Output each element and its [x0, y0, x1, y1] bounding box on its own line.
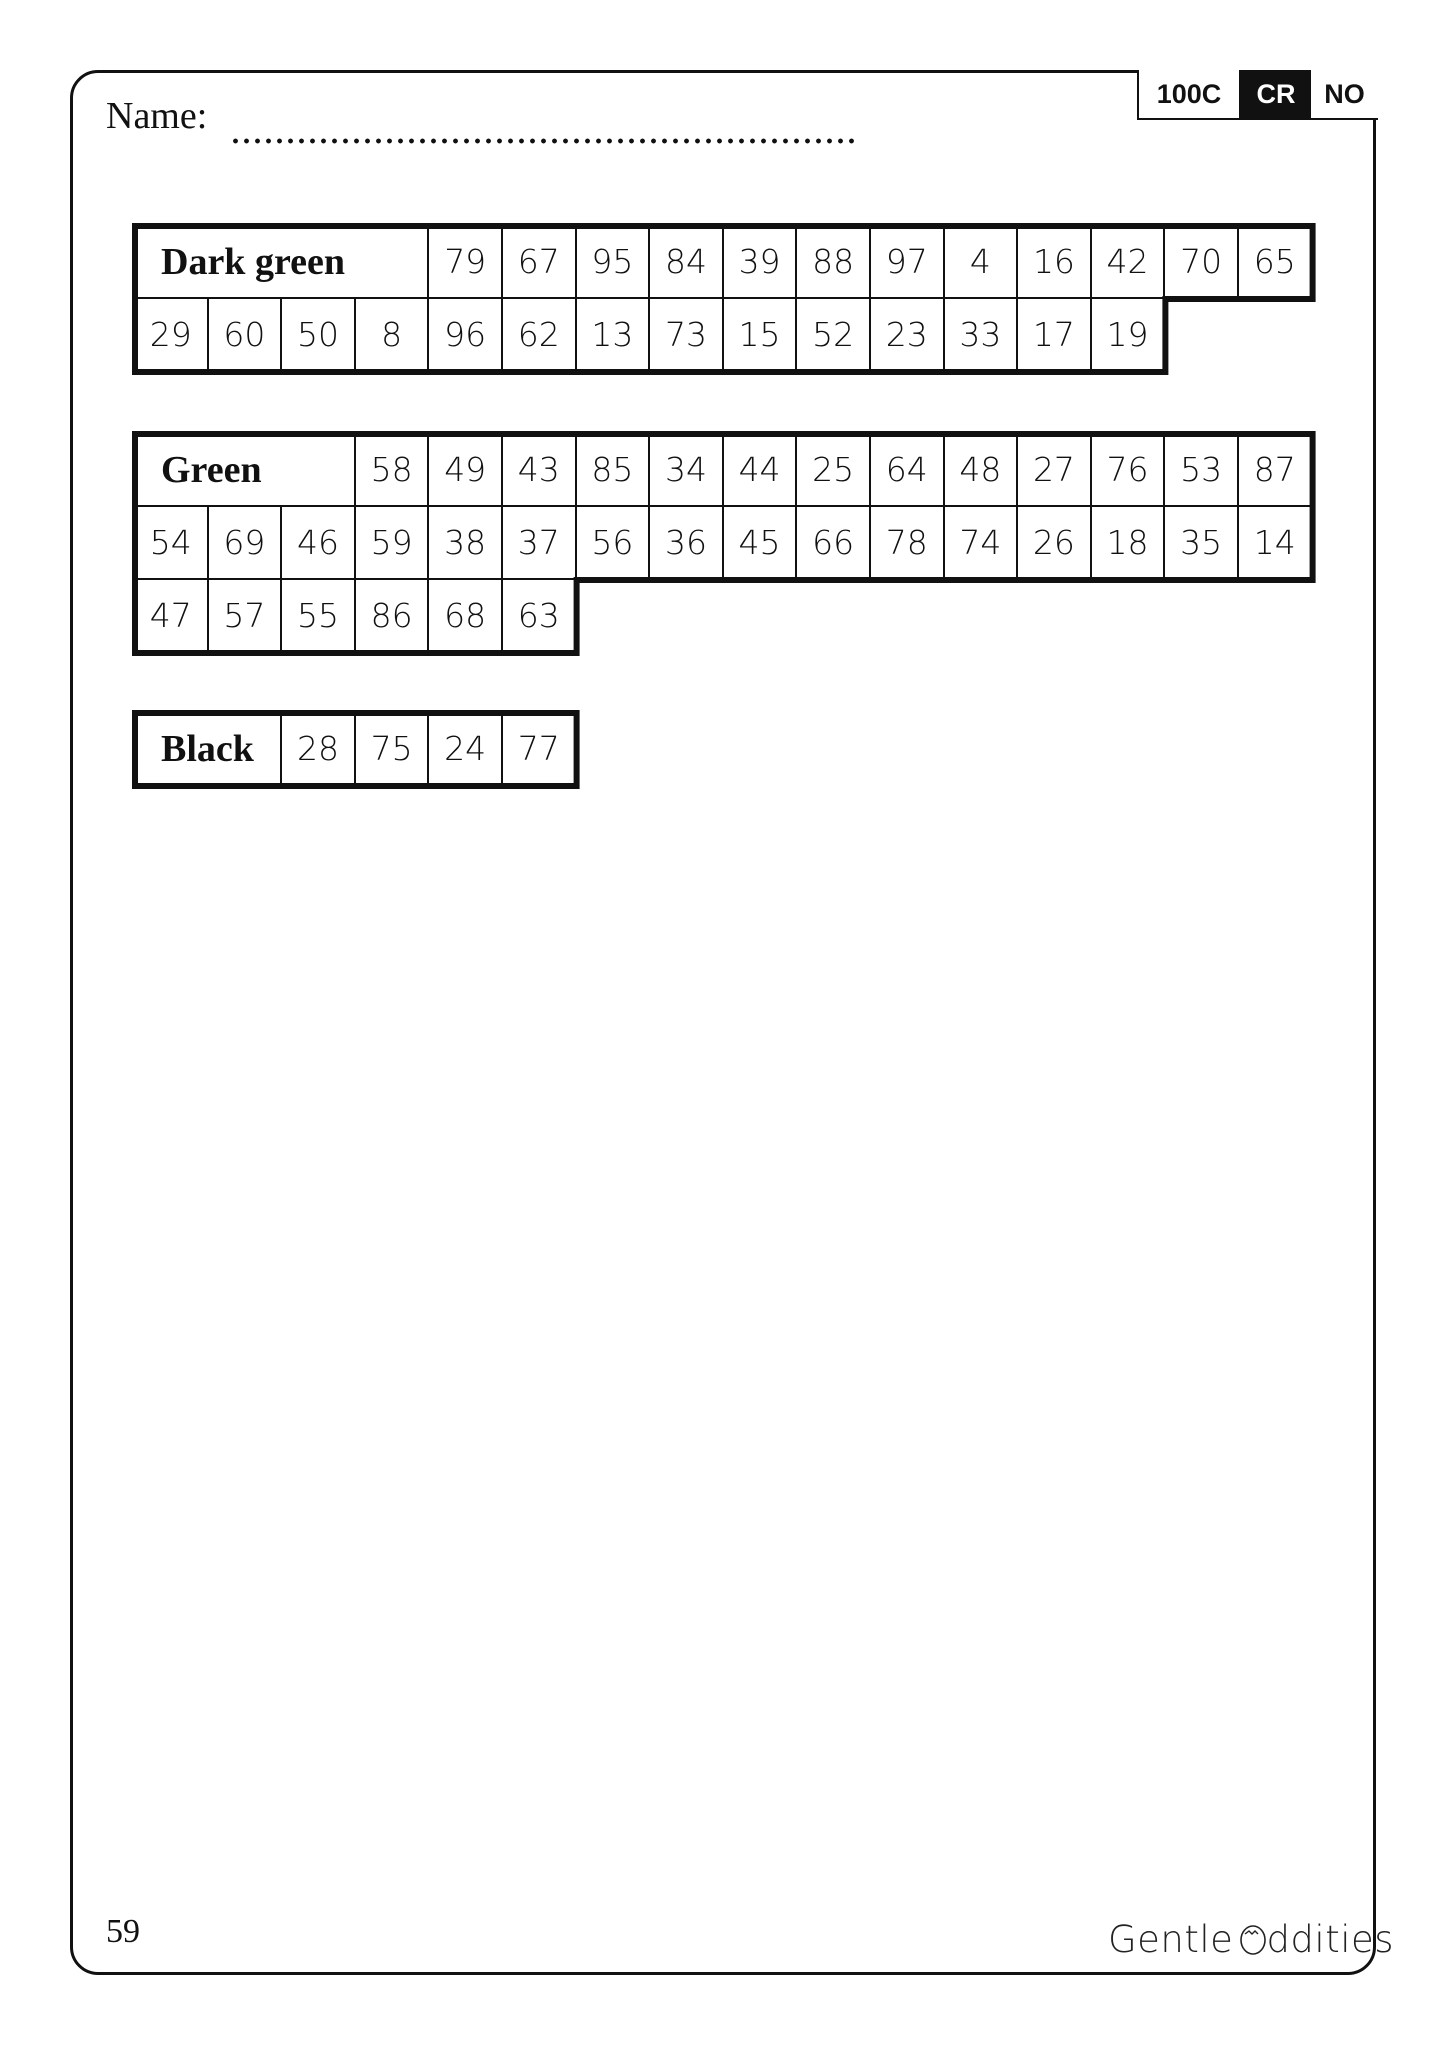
number-cell: 86	[356, 580, 430, 653]
number-cell: 47	[135, 580, 209, 653]
number-cell: 26	[1018, 507, 1092, 580]
number-cell: 23	[871, 299, 945, 372]
number-cell: 95	[577, 226, 651, 299]
table-row	[135, 580, 1313, 653]
number-cell: 75	[356, 713, 430, 786]
color-label: Black	[135, 713, 282, 786]
egg-icon	[1239, 1921, 1267, 1955]
number-cell: 59	[356, 507, 430, 580]
number-cell: 62	[503, 299, 577, 372]
number-cell: 29	[135, 299, 209, 372]
table-row	[135, 299, 1313, 372]
number-cell: 52	[797, 299, 871, 372]
number-cell: 46	[282, 507, 356, 580]
number-cell: 19	[1092, 299, 1166, 372]
number-cell: 87	[1239, 434, 1313, 507]
number-cell: 78	[871, 507, 945, 580]
number-cell: 63	[503, 580, 577, 653]
brand-text-2: ddities	[1266, 1918, 1395, 1961]
number-cell: 48	[945, 434, 1019, 507]
number-cell: 68	[429, 580, 503, 653]
number-cell: 27	[1018, 434, 1092, 507]
table-row	[135, 507, 1313, 580]
number-cell: 79	[429, 226, 503, 299]
number-cell: 65	[1239, 226, 1313, 299]
table-row	[135, 713, 577, 786]
badge-100c: 100C	[1139, 70, 1241, 118]
number-cell: 96	[429, 299, 503, 372]
number-cell: 25	[797, 434, 871, 507]
number-cell: 88	[797, 226, 871, 299]
number-cell: 84	[650, 226, 724, 299]
badge-no: NO	[1311, 70, 1378, 118]
page-number: 59	[106, 1913, 140, 1950]
number-cell: 14	[1239, 507, 1313, 580]
number-cell: 37	[503, 507, 577, 580]
table-row	[135, 434, 1313, 507]
number-cell: 33	[945, 299, 1019, 372]
number-cell: 69	[209, 507, 283, 580]
table-row	[135, 226, 1313, 299]
color-label: Dark green	[135, 226, 429, 299]
number-cell: 70	[1165, 226, 1239, 299]
number-cell: 17	[1018, 299, 1092, 372]
number-cell: 77	[503, 713, 577, 786]
number-cell: 13	[577, 299, 651, 372]
number-cell: 18	[1092, 507, 1166, 580]
number-cell: 85	[577, 434, 651, 507]
number-cell: 15	[724, 299, 798, 372]
number-cell: 67	[503, 226, 577, 299]
number-cell: 34	[650, 434, 724, 507]
brand-logo	[1108, 1918, 1394, 1961]
number-cell: 74	[945, 507, 1019, 580]
number-cell: 53	[1165, 434, 1239, 507]
number-cell: 66	[797, 507, 871, 580]
badge-cr: CR	[1241, 70, 1311, 118]
color-table-green	[135, 434, 1313, 653]
number-cell: 24	[429, 713, 503, 786]
number-cell: 56	[577, 507, 651, 580]
name-input-line[interactable]	[230, 138, 860, 144]
number-cell: 36	[650, 507, 724, 580]
number-cell: 57	[209, 580, 283, 653]
number-cell: 28	[282, 713, 356, 786]
number-cell: 58	[356, 434, 430, 507]
brand-text-1: Gentle	[1108, 1918, 1234, 1961]
number-cell: 55	[282, 580, 356, 653]
number-cell: 8	[356, 299, 430, 372]
number-cell: 60	[209, 299, 283, 372]
color-table-dark-green	[135, 226, 1313, 372]
number-cell: 42	[1092, 226, 1166, 299]
version-badge	[1137, 70, 1378, 120]
number-cell: 76	[1092, 434, 1166, 507]
number-cell: 49	[429, 434, 503, 507]
name-label: Name:	[106, 95, 208, 137]
number-cell: 97	[871, 226, 945, 299]
number-cell: 43	[503, 434, 577, 507]
color-table-black	[135, 713, 577, 786]
number-cell: 64	[871, 434, 945, 507]
number-cell: 45	[724, 507, 798, 580]
color-label: Green	[135, 434, 356, 507]
number-cell: 73	[650, 299, 724, 372]
number-cell: 50	[282, 299, 356, 372]
number-cell: 16	[1018, 226, 1092, 299]
number-cell: 54	[135, 507, 209, 580]
number-cell: 39	[724, 226, 798, 299]
number-cell: 38	[429, 507, 503, 580]
number-cell: 4	[945, 226, 1019, 299]
number-cell: 35	[1165, 507, 1239, 580]
number-cell: 44	[724, 434, 798, 507]
